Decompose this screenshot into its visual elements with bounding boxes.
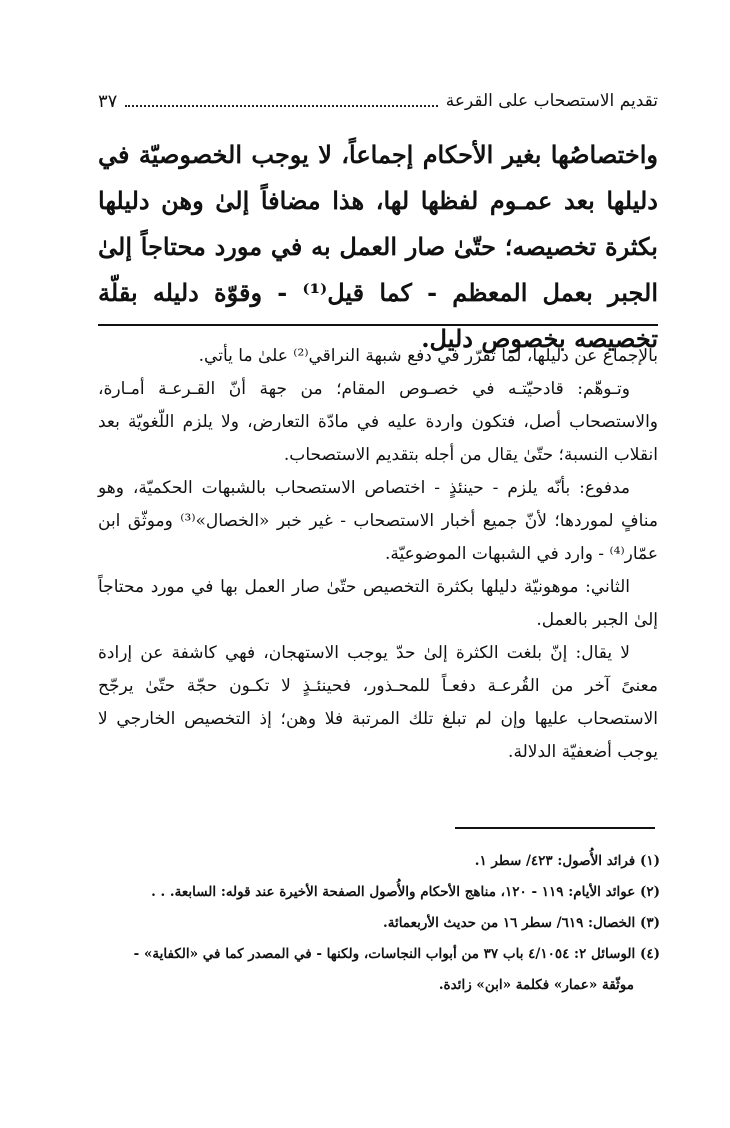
header-dot-leader	[125, 105, 437, 107]
footnote-3: (٣) الخصال: ٦١٩/ سطر ١٦ من حديث الأربعمائة.	[383, 915, 660, 931]
footnote-rule	[455, 827, 655, 829]
main-paragraph: واختصاصُها بغير الأحكام إجماعاً، لا يوجب الخصوصيّة في دليلها بعد عمـوم لفظها لها، هذا مضافاً إلىٰ وهن دليلها بكثرة تخصيصه؛ حتّىٰ صار العمل به في مورد محتاجاً إلىٰ الجبر بعمل المعظم - كما قيل⁽¹⁾ - وقوّة دليله بقلّة تخصيصه بخصوص دليل.	[98, 140, 658, 353]
page-number: ٣٧	[98, 90, 118, 112]
separator-rule	[98, 324, 658, 326]
commentary-paragraph: بالإجماع عن دليلها، لما تقرّر في دفع شبهة النراقي⁽²⁾ علىٰ ما يأتي.	[198, 346, 658, 366]
commentary-paragraph: مدفوع: بأنّه يلزم - حينئذٍ - اختصاص الاستصحاب بالشبهات الحكميّة، وهو منافٍ لموردها؛ لأنّ جميع أخبار الاستصحاب - غير خبر «الخصال»⁽³⁾ وموثّق ابن عمّار⁽⁴⁾ - وارد في الشبهات الموضوعيّة.	[98, 478, 659, 564]
footnote-4-continued: موثّقة «عمار» فكلمة «ابن» زائدة.	[438, 977, 634, 993]
footnotes	[82, 846, 660, 1001]
footnote-1: (١) فرائد الأُصول: ٤٢٣/ سطر ١.	[474, 853, 660, 869]
commentary-paragraph: وتـوهّم: قادحيّتـه في خصـوص المقام؛ من جهة أنّ القـرعـة أمـارة، والاستصحاب أصل، فتكون واردة عليه في مادّة التعارض، ولا يلزم اللّغويّة بعد انقلاب النسبة؛ حتّىٰ يقال من أجله بتقديم الاستصحاب.	[98, 379, 658, 465]
running-header	[98, 86, 658, 116]
footnote-2: (٢) عوائد الأيام: ١١٩ - ١٢٠، مناهج الأحكام والأُصول الصفحة الأخيرة عند قوله: السابعة. . .	[151, 884, 660, 900]
footnote-4: (٤) الوسائل ٢: ٤/١٠٥٤ باب ٣٧ من أبواب النجاسات، ولكنها - في المصدر كما في «الكفاية» -	[133, 946, 660, 962]
commentary-paragraph: الثاني: موهونيّة دليلها بكثرة التخصيص حتّىٰ صار العمل بها في مورد محتاجاً إلىٰ الجبر بالعمل.	[98, 577, 658, 630]
header-title: تقديم الاستصحاب على القرعة	[445, 91, 658, 111]
commentary-paragraph: لا يقال: إنّ بلغت الكثرة إلىٰ حدّ يوجب الاستهجان، فهي كاشفة عن إرادة معنىً آخر من القُرعـة دفعـاً للمحـذور، فحينئـذٍ لا تكـون حجّة حتّىٰ يرجّح الاستصحاب عليها وإن لم تبلغ تلك المرتبة فلا وهن؛ إذ التخصيص الخارجي لا يوجب أضعفيّة الدلالة.	[98, 643, 658, 762]
commentary-section	[98, 340, 658, 769]
main-text	[98, 132, 658, 362]
